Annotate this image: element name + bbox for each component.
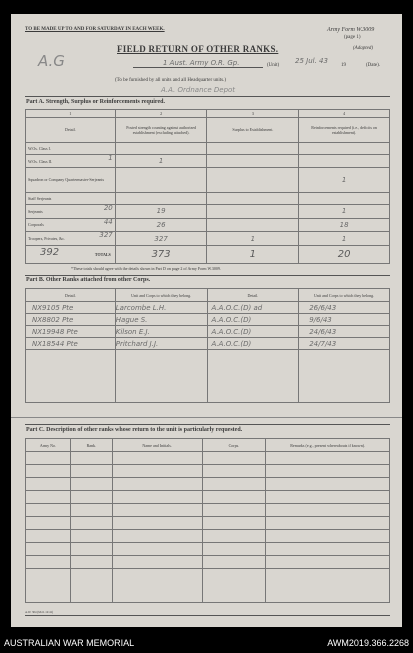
- b-date: 24/6/43: [299, 326, 390, 338]
- date-label: (Date).: [366, 63, 381, 68]
- footer-institution: AUSTRALIAN WAR MEMORIAL: [4, 638, 135, 648]
- unit-underline: [133, 67, 263, 68]
- unit-value: 1 Aust. Army O.R. Gp.: [163, 59, 240, 67]
- b-name: Hague S.: [115, 314, 207, 326]
- c-cell: [70, 478, 112, 491]
- c-cell: [266, 517, 390, 530]
- c-cell: [266, 465, 390, 478]
- part-b-title: Part B. Other Ranks attached from other Corps.: [26, 277, 151, 283]
- row-label: [26, 232, 116, 246]
- part-c-table: [25, 438, 390, 603]
- total-reinforcements: 20: [299, 245, 390, 263]
- row-surplus: [207, 167, 299, 192]
- b-corps: A.A.O.C.(D): [207, 338, 299, 350]
- c-cell: [112, 478, 202, 491]
- c-cell: [266, 491, 390, 504]
- b-date: 26/6/43: [299, 302, 390, 314]
- row-label: Staff Serjeants: [26, 192, 116, 204]
- c-cell: [112, 491, 202, 504]
- c-cell: [266, 530, 390, 543]
- unit-handwriting-2: A.A. Ordnance Depot: [161, 86, 236, 94]
- row-reinforcements: [299, 155, 390, 167]
- row-label: [26, 155, 116, 167]
- b-header-detail: Detail.: [26, 289, 116, 302]
- b-empty: [207, 350, 299, 403]
- c-cell: [112, 530, 202, 543]
- c-cell: [26, 543, 71, 556]
- unit-label: (Unit): [267, 63, 280, 68]
- b-name: Kilson E.J.: [115, 326, 207, 338]
- row-est: 1: [108, 154, 113, 163]
- c-cell: [70, 504, 112, 517]
- b-corps-text: A.A.O.C.(D): [211, 303, 252, 312]
- b-header-unit-2: Unit and Corps to which they belong.: [299, 289, 390, 302]
- bottom-rule: [25, 615, 390, 616]
- row-est: 44: [103, 217, 113, 226]
- b-header-detail-2: Detail.: [207, 289, 299, 302]
- c-cell: [266, 556, 390, 569]
- b-date: 24/7/43: [299, 338, 390, 350]
- c-cell: [202, 478, 266, 491]
- col-header-detail: Detail.: [26, 117, 116, 142]
- part-a-note: *These totals should agree with the details shown in Part D on page 2 of Army Form W.3009.: [71, 266, 221, 271]
- c-cell: [26, 491, 71, 504]
- row-label: [26, 205, 116, 219]
- col-header-reinforcements: Reinforcements required (i.e., deficits on establishment).: [299, 117, 390, 142]
- form-sheet: [11, 14, 402, 627]
- b-note: ad: [253, 303, 263, 312]
- date-value: 25 Jul. 43: [295, 57, 328, 65]
- c-cell: [26, 452, 71, 465]
- row-est: 20: [103, 204, 113, 213]
- b-detail: NX8802 Pte: [26, 314, 116, 326]
- c-cell: [26, 530, 71, 543]
- row-reinforcements: 1: [299, 167, 390, 192]
- c-cell: [202, 517, 266, 530]
- row-surplus: 1: [207, 232, 299, 246]
- c-header-corps: Corps.: [202, 439, 266, 452]
- part-a-title: Part A. Strength, Surplus or Reinforcements required.: [26, 99, 165, 105]
- part-a-rule: [25, 96, 390, 97]
- row-posted: 19: [115, 205, 207, 219]
- c-cell: [112, 504, 202, 517]
- totals-label: TOTALS: [94, 251, 111, 257]
- b-empty: [26, 350, 116, 403]
- furnished-note: (To be furnished by all units and all Headquarter units.): [115, 78, 227, 83]
- col-number-4: 4: [299, 110, 390, 118]
- b-corps: A.A.O.C.(D): [207, 326, 299, 338]
- b-detail: NX9105 Pte: [26, 302, 116, 314]
- form-page: (page 1): [344, 35, 361, 40]
- totals-est: 392: [40, 246, 60, 258]
- form-adapted: (Adapted): [353, 46, 373, 51]
- row-label-text: Corporals: [28, 222, 44, 228]
- b-name: Pritchard J.J.: [115, 338, 207, 350]
- c-cell: [26, 478, 71, 491]
- c-cell: [70, 569, 112, 603]
- c-cell: [70, 556, 112, 569]
- part-a-table: [25, 109, 390, 264]
- b-corps: [207, 302, 299, 314]
- col-number-1: 1: [26, 110, 116, 118]
- total-posted: 373: [115, 245, 207, 263]
- row-est: 327: [99, 231, 113, 240]
- row-posted: [115, 167, 207, 192]
- total-surplus: 1: [207, 245, 299, 263]
- part-b-table: [25, 288, 390, 403]
- row-reinforcements: 1: [299, 232, 390, 246]
- fold-line: [11, 417, 402, 418]
- c-cell: [26, 504, 71, 517]
- margin-handwriting: A.G: [38, 52, 65, 70]
- c-cell: [112, 452, 202, 465]
- row-label: W.Os. Class I.: [26, 142, 116, 154]
- col-number-3: 3: [207, 110, 299, 118]
- row-surplus: [207, 155, 299, 167]
- c-cell: [202, 556, 266, 569]
- row-label-text: Troopers, Privates, &c.: [28, 236, 66, 242]
- year-prefix: 19: [341, 63, 346, 68]
- c-cell: [26, 517, 71, 530]
- b-empty: [115, 350, 207, 403]
- c-cell: [26, 556, 71, 569]
- row-posted: 1: [115, 155, 207, 167]
- b-detail: NX18544 Pte: [26, 338, 116, 350]
- c-cell: [202, 491, 266, 504]
- c-cell: [70, 452, 112, 465]
- c-cell: [266, 452, 390, 465]
- c-cell: [70, 517, 112, 530]
- part-c-rule: [25, 424, 390, 425]
- c-cell: [70, 491, 112, 504]
- c-cell: [70, 465, 112, 478]
- c-header-remarks: Remarks (e.g., present whereabouts if known).: [266, 439, 390, 452]
- c-cell: [266, 478, 390, 491]
- b-date: 9/6/43: [299, 314, 390, 326]
- c-cell: [202, 504, 266, 517]
- row-reinforcements: [299, 142, 390, 154]
- form-title: FIELD RETURN OF OTHER RANKS.: [117, 44, 279, 54]
- row-surplus: [207, 205, 299, 219]
- part-b-rule: [25, 275, 390, 276]
- b-corps: A.A.O.C.(D): [207, 314, 299, 326]
- col-header-posted: Posted strength counting against authorized establishment (excluding attached).: [115, 117, 207, 142]
- c-header-army-no: Army No.: [26, 439, 71, 452]
- c-cell: [112, 465, 202, 478]
- print-code: A.W. 304 (M.O. 12/41): [25, 610, 54, 614]
- c-cell: [266, 569, 390, 603]
- row-label-text: Serjeants: [28, 208, 43, 214]
- row-surplus: [207, 142, 299, 154]
- row-surplus: [207, 192, 299, 204]
- c-cell: [202, 530, 266, 543]
- c-cell: [112, 556, 202, 569]
- b-header-unit: Unit and Corps to which they belong.: [115, 289, 207, 302]
- top-note: TO BE MADE UP TO AND FOR SATURDAY IN EACH WEEK.: [25, 27, 165, 32]
- c-header-name: Name and Initials.: [112, 439, 202, 452]
- c-cell: [202, 569, 266, 603]
- row-reinforcements: 1: [299, 205, 390, 219]
- part-c-title: Part C. Description of other ranks whose return to the unit is particularly requested.: [26, 427, 243, 433]
- c-cell: [202, 452, 266, 465]
- row-label: [26, 218, 116, 232]
- row-posted: [115, 142, 207, 154]
- row-label: Squadron or Company Quartermaster-Serjeants: [26, 167, 116, 192]
- c-cell: [112, 543, 202, 556]
- c-cell: [202, 543, 266, 556]
- totals-label-cell: [26, 245, 116, 263]
- c-cell: [112, 517, 202, 530]
- row-posted: 327: [115, 232, 207, 246]
- row-reinforcements: [299, 192, 390, 204]
- c-cell: [26, 465, 71, 478]
- c-cell: [112, 569, 202, 603]
- row-surplus: [207, 218, 299, 232]
- footer-accession: AWM2019.366.2268: [327, 638, 409, 648]
- c-cell: [202, 465, 266, 478]
- row-reinforcements: 18: [299, 218, 390, 232]
- row-label-text: W.Os. Class II.: [28, 158, 53, 164]
- row-posted: 26: [115, 218, 207, 232]
- b-name: Larcombe L.H.: [115, 302, 207, 314]
- b-detail: NX19948 Pte: [26, 326, 116, 338]
- c-header-rank: Rank.: [70, 439, 112, 452]
- row-posted: [115, 192, 207, 204]
- c-cell: [70, 530, 112, 543]
- col-header-surplus: Surplus to Establishment.: [207, 117, 299, 142]
- col-number-2: 2: [115, 110, 207, 118]
- c-cell: [26, 569, 71, 603]
- c-cell: [266, 504, 390, 517]
- b-empty: [299, 350, 390, 403]
- c-cell: [266, 543, 390, 556]
- c-cell: [70, 543, 112, 556]
- form-id: Army Form W.3009: [327, 27, 375, 33]
